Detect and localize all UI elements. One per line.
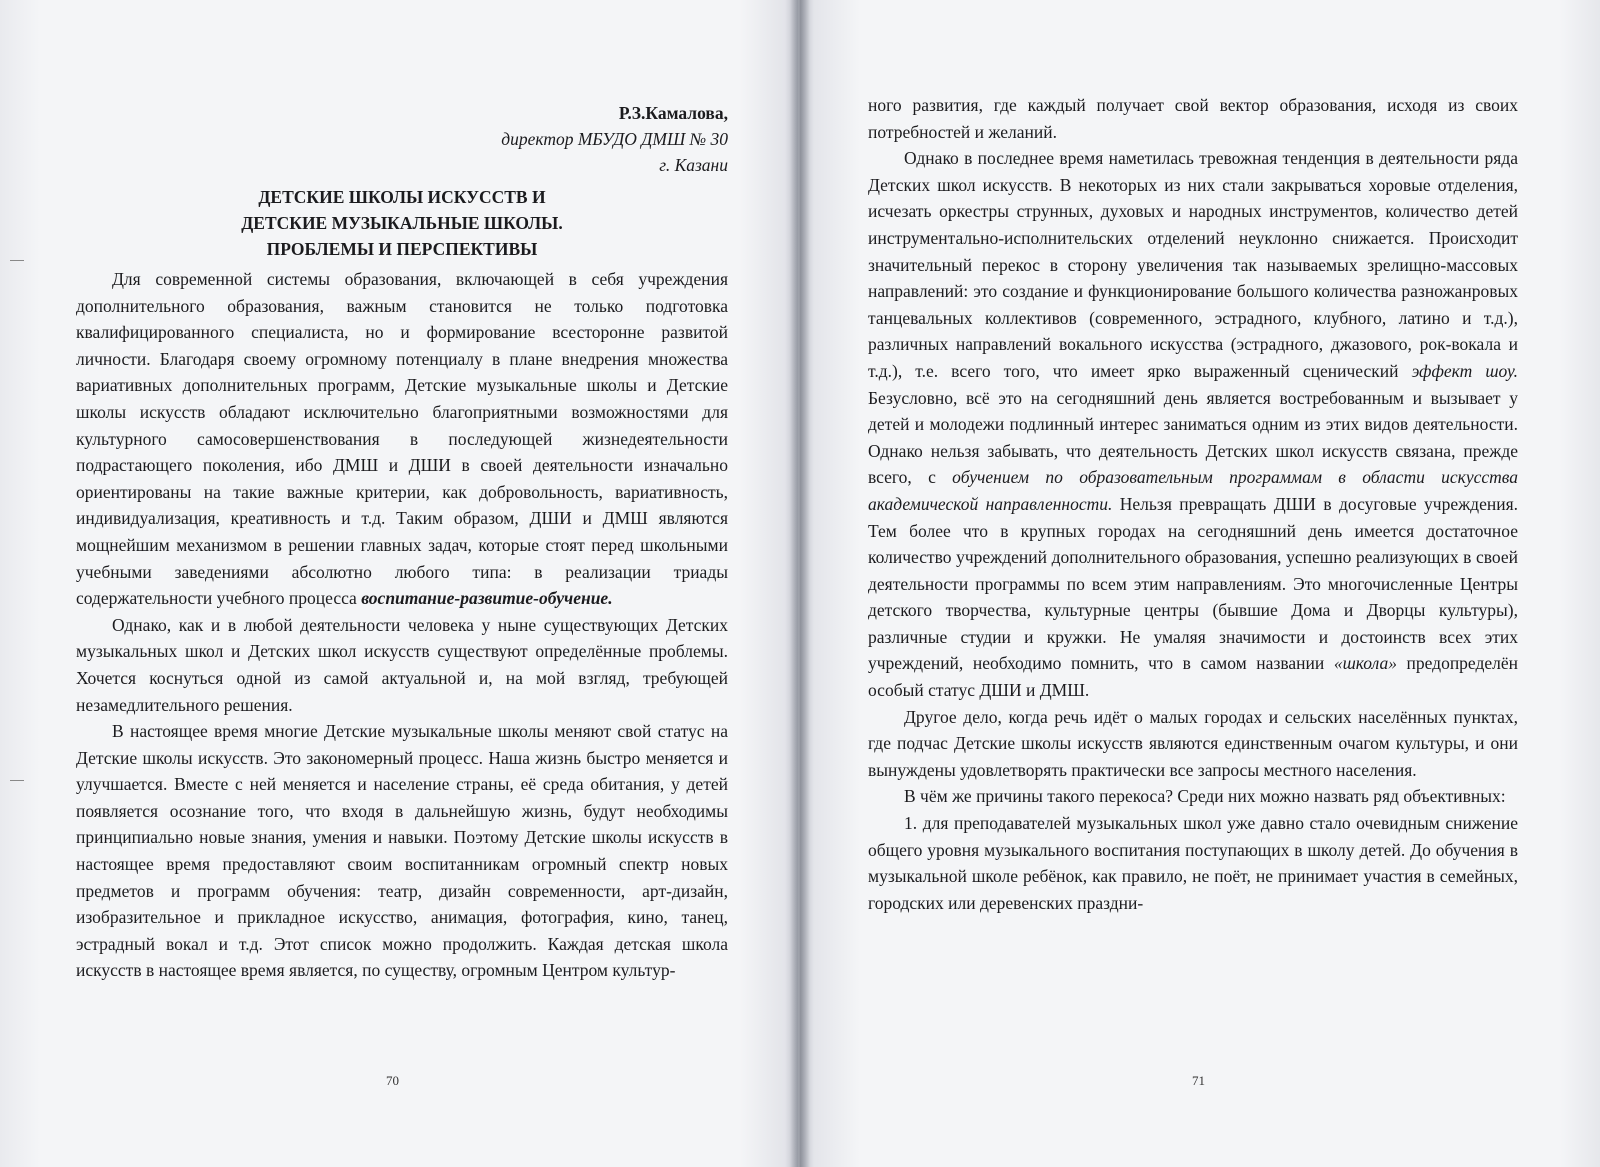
paragraph-continued: ного развития, где каждый получает свой вектор образования, исходя из своих потребностей и желаний. [868, 95, 1518, 142]
paragraph: В чём же причины такого перекоса? Среди них можно назвать ряд объективных: [904, 786, 1506, 807]
paragraph [868, 145, 1518, 703]
right-text-column [868, 92, 1518, 916]
margin-mark [10, 260, 24, 261]
left-text-column [76, 100, 728, 984]
paragraph: 1. для преподавателей музыкальных школ уже давно стало очевидным снижение общего уровня музыкального воспитания поступающих в школу детей. До обучения в музыкальной школе ребёнок, как правило, не поёт, не принимает участия в семейных, городских или деревенских праздни- [868, 813, 1518, 913]
author-position: директор МБУДО ДМШ № 30 [501, 129, 728, 149]
emphasis-show-effect: эффект шоу. [1411, 360, 1518, 381]
title-line: ПРОБЛЕМЫ И ПЕРСПЕКТИВЫ [266, 239, 538, 259]
emphasis-school: «школа» [1333, 653, 1397, 674]
author-name: Р.З.Камалова, [618, 103, 728, 123]
paragraph [76, 266, 728, 612]
paragraph-text: предопределён особый статус ДШИ и ДМШ. [868, 653, 1519, 701]
emphasis-triad: воспитание-развитие-обучение. [361, 588, 613, 609]
emphasis-academic: обучением по образовательным программам в области искусства академической направленности. [868, 467, 1519, 514]
author-city: г. Казани [659, 155, 728, 175]
title-line: ДЕТСКИЕ ШКОЛЫ ИСКУССТВ И [258, 187, 546, 207]
paragraph: Другое дело, когда речь идёт о малых городах и сельских населённых пунктах, где подчас Детские школы искусств являются единственным очагом культуры, и они вынуждены удовлетворять практически все запросы местного населения. [868, 706, 1518, 780]
title-line: ДЕТСКИЕ МУЗЫКАЛЬНЫЕ ШКОЛЫ. [241, 213, 563, 233]
paragraph: Однако, как и в любой деятельности человека у ныне существующих Детских музыкальных школ и Детских школ искусств существуют определённые проблемы. Хочется коснуться одной из самой актуальной и, на мой взгляд, требующей незамедлительного решения. [76, 614, 728, 715]
page-number: 70 [386, 1073, 399, 1088]
paragraph-text: Для современной системы образования, включающей в себя учреждения дополнительного образования, важным становится не только подготовка квалифицированного специалиста, но и формирование всесторонне развитой личности. Благодаря своему огромному потенциалу в плане внедрения множества вариативных дополнительных программ, Детские музыкальные школы и Детские школы искусств обладают исключительно благоприятными возможностями для культурного самосовершенствования в последующей жизнедеятельности подрастающего поколения, ибо ДМШ и ДШИ в своей деятельности изначально ориентированы на такие важные критерии, как добровольность, вариативность, индивидуализация, креативность и т.д. Таким образом, ДШИ и ДМШ являются мощнейшим механизмом в решении главных задач, которые стоят перед школьными учебными заведениями абсолютно любого типа: в реализации триады содержательности учебного процесса [76, 269, 728, 609]
paragraph-text: Безусловно, всё это на сегодняшний день является востребованным и вызывает у детей и молодежи подлинный интерес заниматься одним из этих видов деятельности. Однако нельзя забывать, что деятельность Детских школ искусств связана, прежде всего, с [868, 387, 1518, 488]
margin-mark [10, 780, 24, 781]
article-title [76, 184, 728, 262]
page-number: 71 [1192, 1073, 1205, 1088]
paragraph-text: Однако в последнее время наметилась тревожная тенденция в деятельности ряда Детских школ искусств. В некоторых из них стали закрываться хоровые отделения, исчезать оркестры струнных, духовых и народных инструментов, количество детей инструментально-исполнительских отделений неуклонно снижается. Происходит значительный перекос в сторону увеличения так называемых зрелищно-массовых направлений: это создание и функционирование большого количества разножанровых танцевальных коллективов (современного, эстрадного, клубного, латино и т.д.), различных направлений вокального искусства (эстрадного, джазового, рок-вокала и т.д.), т.е. всего того, что имеет ярко выраженный сценический [868, 148, 1518, 381]
paragraph: В настоящее время многие Детские музыкальные школы меняют свой статус на Детские школы искусств. Это закономерный процесс. Наша жизнь быстро меняется и улучшается. Вместе с ней меняется и население страны, её среда обитания, у детей появляется осознание того, что входя в дальнейшую жизнь, будут необходимы принципиально новые знания, умения и навыки. Поэтому Детские школы искусств в настоящее время предоставляют своим воспитанникам огромный спектр новых предметов и программ обучения: театр, дизайн современности, арт-дизайн, изобразительное и прикладное искусство, анимация, фотография, кино, танец, эстрадный вокал и т.д. Этот список можно продолжить. Каждая детская школа искусств в настоящее время является, по существу, огромным Центром культур- [76, 721, 728, 981]
author-byline [76, 100, 728, 178]
paragraph-text: Нельзя превращать ДШИ в досуговые учреждения. Тем более что в крупных городах на сегодняшний день имеется достаточное количество учреждений дополнительного образования, успешно реализующих в своей деятельности программы по всем этим направлениям. Это многочисленные Центры детского творчества, культурные центры (бывшие Дома и Дворцы культуры), различные студии и кружки. Не умаляя значимости и достоинств всех этих учреждений, необходимо помнить, что в самом названии [868, 493, 1519, 674]
left-page [0, 0, 798, 1167]
right-page [800, 0, 1600, 1167]
book-gutter [790, 0, 810, 1167]
